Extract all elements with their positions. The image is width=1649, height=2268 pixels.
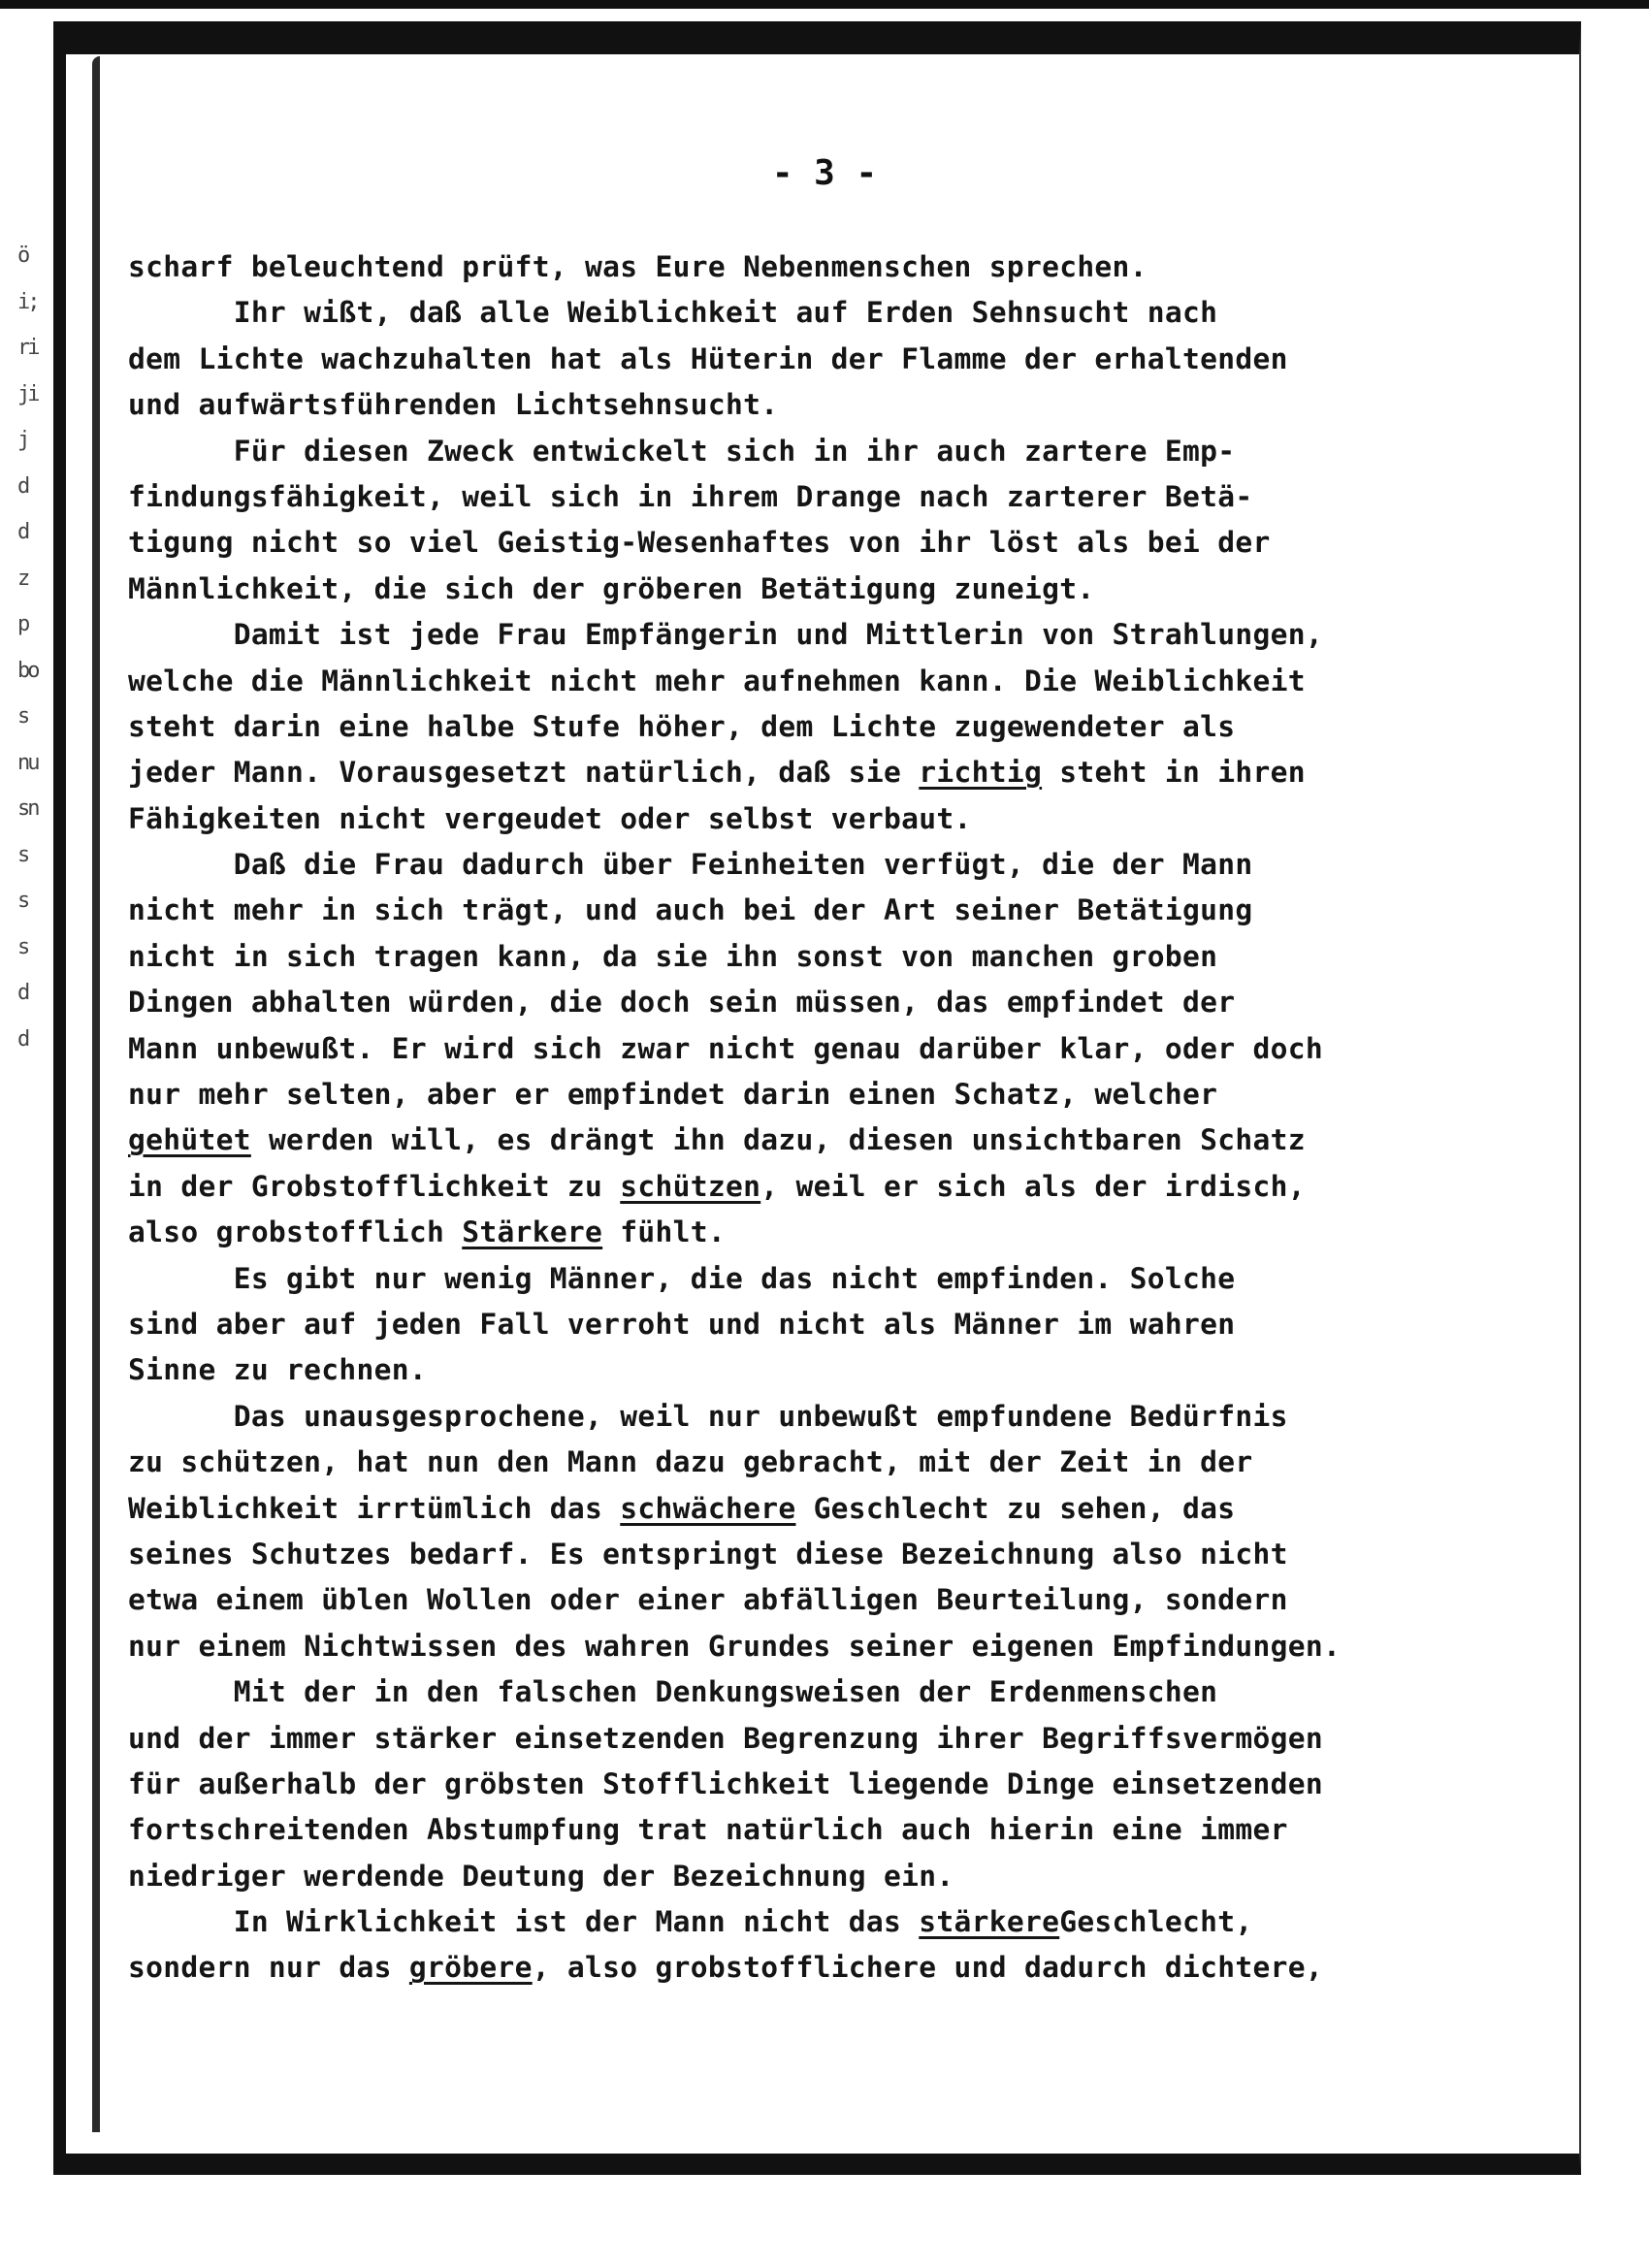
underlined-word: schwächere (620, 1491, 796, 1525)
text-segment: werden will, es drängt ihn dazu, diesen unsichtbaren Schatz (250, 1123, 1306, 1157)
margin-fragment: ji (17, 381, 38, 406)
text-line (128, 382, 1467, 428)
margin-fragment: sn (17, 796, 38, 821)
text-segment: steht in ihren (1042, 756, 1306, 790)
text-line (128, 429, 1467, 474)
text-segment: Dingen abhalten würden, die doch sein müssen, das empfindet der (128, 986, 1236, 1020)
text-segment: , weil er sich als der irdisch, (760, 1169, 1306, 1203)
underlined-word: richtig (919, 756, 1043, 790)
text-segment: nicht in sich tragen kann, da sie ihn sonst von manchen groben (128, 939, 1218, 973)
margin-fragment: i; (17, 289, 38, 314)
text-segment: sondern nur das (128, 1951, 409, 1985)
typewritten-body-text (128, 244, 1467, 1992)
text-line (128, 1026, 1467, 1072)
text-line (128, 1256, 1467, 1302)
margin-fragment: p (17, 612, 28, 636)
text-segment: Mit der in den falschen Denkungsweisen der Erdenmenschen (128, 1675, 1218, 1709)
text-segment: Damit ist jede Frau Empfängerin und Mittlerin von Strahlungen, (128, 618, 1323, 652)
text-line (128, 520, 1467, 566)
text-segment: nicht mehr in sich trägt, und auch bei der Art seiner Betätigung (128, 893, 1253, 927)
text-segment: für außerhalb der gröbsten Stofflichkeit liegende Dinge einsetzenden (128, 1766, 1323, 1800)
text-segment: scharf beleuchtend prüft, was Eure Nebenmenschen sprechen. (128, 250, 1148, 283)
margin-fragment: s (17, 842, 28, 867)
text-line (128, 1624, 1467, 1669)
text-line (128, 474, 1467, 520)
margin-fragment: d (17, 520, 28, 544)
text-segment: In Wirklichkeit ist der Mann nicht das (128, 1905, 920, 1939)
text-segment: Das unausgesprochene, weil nur unbewußt empfundene Bedürfnis (128, 1399, 1288, 1433)
text-segment: Für diesen Zweck entwickelt sich in ihr auch zartere Emp- (128, 434, 1236, 468)
text-line (128, 1072, 1467, 1118)
text-line (128, 1669, 1467, 1715)
text-segment: jeder Mann. Vorausgesetzt natürlich, daß sie (128, 756, 920, 790)
text-line (128, 796, 1467, 842)
text-line (128, 1302, 1467, 1347)
text-segment: und aufwärtsführenden Lichtsehnsucht. (128, 388, 779, 422)
text-line (128, 704, 1467, 750)
text-line (128, 567, 1467, 612)
underlined-word: Stärkere (462, 1215, 603, 1249)
text-segment: zu schützen, hat nun den Mann dazu gebracht, mit der Zeit in der (128, 1445, 1253, 1479)
text-segment: Geschlecht, (1059, 1905, 1253, 1939)
text-line (128, 980, 1467, 1025)
scan-top-edge (0, 0, 1649, 9)
text-line (128, 1716, 1467, 1762)
margin-fragment: s (17, 704, 28, 729)
text-line (128, 1945, 1467, 1991)
text-line (128, 337, 1467, 382)
margin-fragment: s (17, 934, 28, 959)
margin-fragment: ö (17, 243, 28, 268)
text-segment: , also grobstofflichere und dadurch dichtere, (532, 1951, 1323, 1985)
text-segment: Geschlecht zu sehen, das (795, 1491, 1236, 1525)
text-segment: Sinne zu rechnen. (128, 1353, 427, 1387)
text-segment: niedriger werdende Deutung der Bezeichnung ein. (128, 1859, 954, 1893)
text-line (128, 1210, 1467, 1255)
text-line (128, 1532, 1467, 1577)
text-segment: seines Schutzes bedarf. Es entspringt diese Bezeichnung also nicht (128, 1537, 1288, 1571)
text-segment: und der immer stärker einsetzenden Begrenzung ihrer Begriffsvermögen (128, 1721, 1323, 1755)
text-segment: welche die Männlichkeit nicht mehr aufnehmen kann. Die Weiblichkeit (128, 664, 1306, 697)
margin-fragment: d (17, 981, 28, 1005)
underlined-word: schützen (620, 1169, 761, 1203)
text-segment: Männlichkeit, die sich der gröberen Betätigung zuneigt. (128, 571, 1095, 605)
underlined-word: gehütet (128, 1123, 251, 1157)
text-segment: sind aber auf jeden Fall verroht und nicht als Männer im wahren (128, 1307, 1236, 1341)
left-margin-fragments (17, 233, 56, 1062)
text-segment: nur mehr selten, aber er empfindet darin einen Schatz, welcher (128, 1078, 1218, 1112)
text-segment: tigung nicht so viel Geistig-Wesenhaftes von ihr löst als bei der (128, 526, 1271, 560)
text-line (128, 1118, 1467, 1163)
text-segment: nur einem Nichtwissen des wahren Grundes seiner eigenen Empfindungen. (128, 1629, 1342, 1663)
margin-fragment: d (17, 1026, 28, 1052)
text-segment: Es gibt nur wenig Männer, die das nicht empfinden. Solche (128, 1261, 1236, 1295)
text-segment: fortschreitenden Abstumpfung trat natürlich auch hierin eine immer (128, 1813, 1288, 1847)
text-segment: etwa einem üblen Wollen oder einer abfälligen Beurteilung, sondern (128, 1583, 1288, 1617)
text-line (128, 842, 1467, 888)
page-fold-shadow (92, 56, 100, 2132)
margin-fragment: bo (17, 658, 38, 683)
text-segment: Weiblichkeit irrtümlich das (128, 1491, 621, 1525)
text-segment: fühlt. (602, 1215, 726, 1249)
text-line (128, 1164, 1467, 1210)
margin-fragment: s (17, 889, 28, 913)
text-line (128, 1762, 1467, 1807)
text-line (128, 1577, 1467, 1623)
text-line (128, 1854, 1467, 1899)
text-line (128, 659, 1467, 704)
text-segment: in der Grobstofflichkeit zu (128, 1169, 621, 1203)
text-line (128, 1440, 1467, 1485)
text-segment: Daß die Frau dadurch über Feinheiten verfügt, die der Mann (128, 848, 1253, 882)
text-segment: dem Lichte wachzuhalten hat als Hüterin der Flamme der erhaltenden (128, 341, 1288, 375)
text-line (128, 1899, 1467, 1945)
text-line (128, 1807, 1467, 1853)
margin-fragment: nu (17, 750, 38, 775)
text-line (128, 1347, 1467, 1393)
underlined-word: stärkere (919, 1905, 1060, 1939)
text-segment: Ihr wißt, daß alle Weiblichkeit auf Erden Sehnsucht nach (128, 296, 1218, 330)
text-segment: Mann unbewußt. Er wird sich zwar nicht genau darüber klar, oder doch (128, 1031, 1323, 1065)
text-line (128, 888, 1467, 933)
underlined-word: gröbere (408, 1951, 533, 1985)
text-segment: Fähigkeiten nicht vergeudet oder selbst verbaut. (128, 801, 972, 835)
text-line (128, 612, 1467, 658)
margin-fragment: j (17, 428, 28, 452)
text-segment: also grobstofflich (128, 1215, 463, 1249)
text-line (128, 290, 1467, 336)
text-segment: findungsfähigkeit, weil sich in ihrem Drange nach zarterer Betä- (128, 479, 1253, 513)
text-line (128, 1394, 1467, 1440)
text-line (128, 1486, 1467, 1532)
margin-fragment: d (17, 473, 28, 499)
text-line (128, 750, 1467, 795)
page-number: - 3 - (771, 153, 878, 193)
margin-fragment: ri (17, 336, 38, 360)
margin-fragment: z (17, 566, 28, 591)
text-line (128, 244, 1467, 290)
text-segment: steht darin eine halbe Stufe höher, dem Lichte zugewendeter als (128, 709, 1236, 743)
text-line (128, 934, 1467, 980)
